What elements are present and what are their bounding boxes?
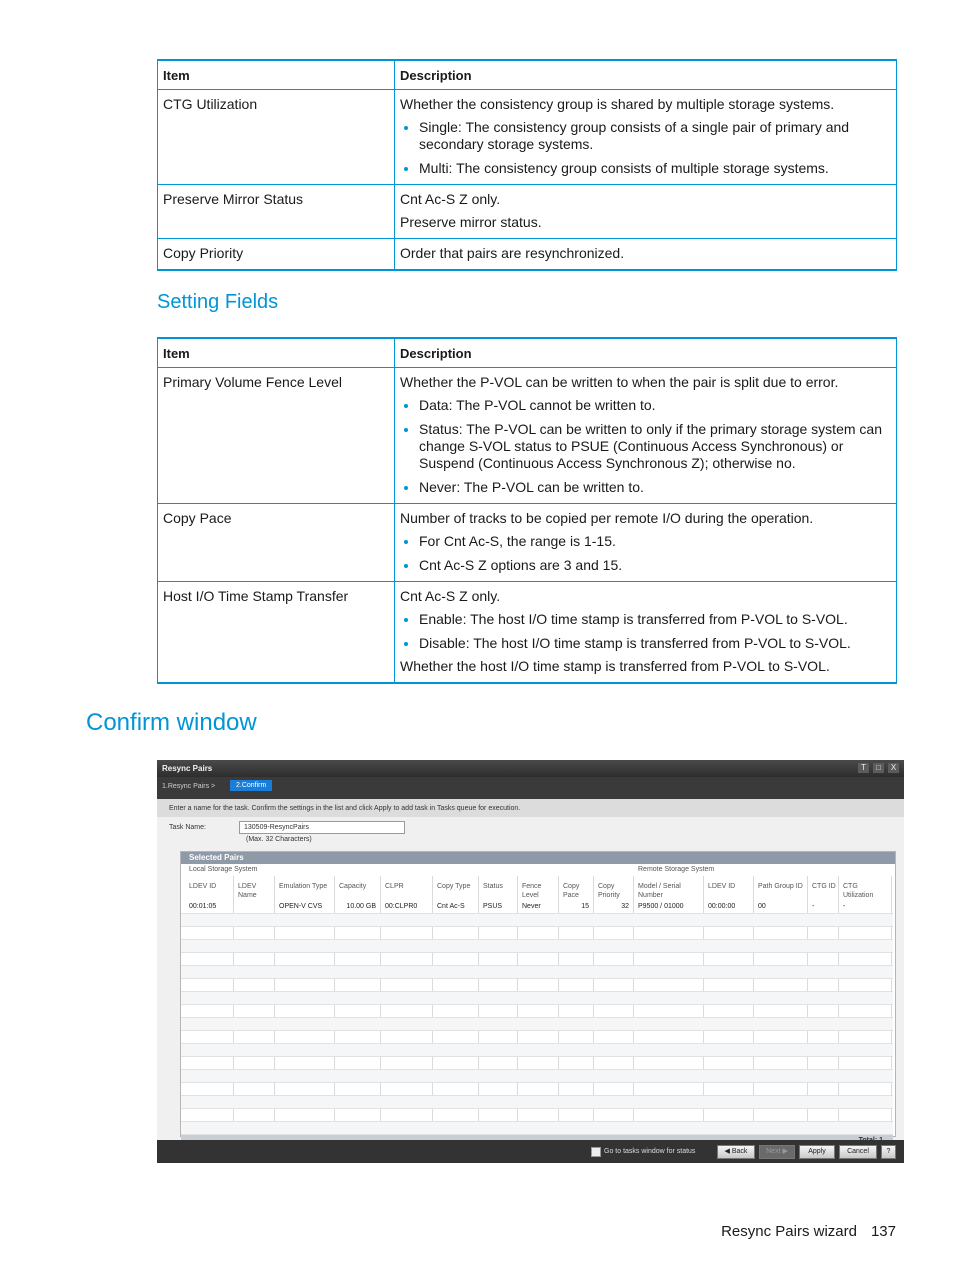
bullet-item: • Status: The P-VOL can be written to only if the primary storage system can change S-VOL status to PSUE (Continuous Access Synchronous) or Suspend (Continuous Access Synchronous Z); otherwise no. (419, 421, 891, 472)
task-name-input[interactable] (239, 821, 405, 834)
bullet-item: • Never: The P-VOL can be written to. (419, 479, 891, 496)
page-footer (721, 1223, 896, 1240)
wizard-button-bar (157, 1140, 904, 1163)
bullet-list (400, 533, 891, 574)
item-cell: Host I/O Time Stamp Transfer (158, 582, 395, 684)
pair-cell: 15 (581, 903, 589, 910)
pair-row[interactable] (181, 901, 893, 914)
cancel-button[interactable]: Cancel (839, 1145, 877, 1159)
selected-pairs-panel (180, 851, 896, 1137)
empty-row (181, 1083, 893, 1096)
empty-row (181, 1057, 893, 1070)
item-cell: Copy Pace (158, 504, 395, 582)
col-header-description: Description (395, 60, 897, 90)
footer-section-title: Resync Pairs wizard (721, 1223, 857, 1240)
instruction-text: Enter a name for the task. Confirm the settings in the list and click Apply to add task in Tasks queue for execution. (169, 805, 521, 812)
empty-row (181, 1031, 893, 1044)
bullet-list (400, 119, 891, 177)
item-cell: CTG Utilization (158, 90, 395, 185)
description-text: Number of tracks to be copied per remote I/O during the operation. (400, 510, 814, 526)
pair-cell: Never (522, 903, 541, 910)
group-header-remote: Remote Storage System (638, 866, 715, 873)
section-heading-confirm-window: Confirm window (86, 709, 257, 736)
description-cell (395, 185, 897, 239)
table-row (158, 90, 897, 185)
task-name-label: Task Name: (169, 824, 206, 831)
bullet-item: • Enable: The host I/O time stamp is transferred from P-VOL to S-VOL. (419, 611, 891, 628)
description-cell (395, 239, 897, 271)
column-header: Capacity (339, 883, 367, 890)
empty-row (181, 927, 893, 940)
empty-row (181, 1070, 893, 1083)
col-header-description: Description (395, 338, 897, 368)
next-button[interactable]: Next ▶ (759, 1145, 795, 1159)
wizard-breadcrumb (157, 777, 904, 799)
pair-cell: 00:CLPR0 (385, 903, 418, 910)
go-to-tasks-label: Go to tasks window for status (604, 1148, 696, 1155)
empty-row (181, 1018, 893, 1031)
pair-cell: 00 (758, 903, 766, 910)
description-cell (395, 90, 897, 185)
empty-row (181, 940, 893, 953)
description-text: Preserve mirror status. (400, 214, 542, 230)
column-header: LDEV ID (189, 883, 217, 890)
bullet-list (400, 397, 891, 496)
bullet-item: • Disable: The host I/O time stamp is transferred from P-VOL to S-VOL. (419, 635, 891, 652)
empty-row (181, 1096, 893, 1109)
description-text: Whether the consistency group is shared by multiple storage systems. (400, 96, 835, 112)
column-header: Fence Level (522, 883, 542, 899)
column-header: CLPR (385, 883, 404, 890)
table-row (158, 239, 897, 271)
empty-row (181, 992, 893, 1005)
table-body (158, 368, 897, 684)
pair-cell: P9500 / 01000 (638, 903, 684, 910)
column-header: Emulation Type (279, 883, 328, 890)
item-cell: Copy Priority (158, 239, 395, 271)
empty-row (181, 966, 893, 979)
pair-cell: 00:01:05 (189, 903, 217, 910)
help-icon[interactable]: ? (881, 1145, 896, 1159)
pair-cell: Cnt Ac-S (437, 903, 465, 910)
description-text: Cnt Ac-S Z only. (400, 588, 501, 604)
description-cell (395, 504, 897, 582)
bullet-item: • For Cnt Ac-S, the range is 1-15. (419, 533, 891, 550)
bullet-item: • Data: The P-VOL cannot be written to. (419, 397, 891, 414)
pin-icon[interactable]: T (858, 763, 869, 773)
group-header-local: Local Storage System (189, 866, 258, 873)
pair-cell: 10.00 GB (346, 903, 376, 910)
empty-row (181, 1122, 893, 1135)
window-title: Resync Pairs (162, 764, 213, 773)
breadcrumb-step-confirm: 2.Confirm (230, 780, 272, 791)
description-text: Cnt Ac-S Z only. (400, 191, 501, 207)
column-header: Copy Pace (563, 883, 580, 899)
pair-cell: PSUS (483, 903, 503, 910)
bullet-item: • Single: The consistency group consists of a single pair of primary and secondary storage systems. (419, 119, 891, 153)
item-cell: Primary Volume Fence Level (158, 368, 395, 504)
table-row (158, 185, 897, 239)
selected-pairs-title: Selected Pairs (181, 852, 895, 864)
instruction-bar (157, 799, 904, 817)
column-header: Path Group ID (758, 883, 803, 890)
col-header-item: Item (158, 338, 395, 368)
column-header: LDEV Name (238, 883, 257, 899)
empty-row (181, 953, 893, 966)
table-row (158, 582, 897, 684)
close-icon[interactable]: X (888, 763, 899, 773)
pair-cell: 32 (621, 903, 629, 910)
item-cell: Preserve Mirror Status (158, 185, 395, 239)
empty-row (181, 1109, 893, 1122)
pair-cell: OPEN-V CVS (279, 903, 323, 910)
apply-button[interactable]: Apply (799, 1145, 835, 1159)
maximize-icon[interactable]: □ (873, 763, 884, 773)
items-table-1 (157, 59, 897, 271)
bullet-list (400, 611, 891, 652)
empty-row (181, 914, 893, 927)
empty-row (181, 1005, 893, 1018)
column-header: LDEV ID (708, 883, 736, 890)
page-number: 137 (870, 1223, 896, 1240)
description-text: Order that pairs are resynchronized. (400, 245, 625, 261)
bullet-item: • Multi: The consistency group consists of multiple storage systems. (419, 160, 891, 177)
section-heading-setting-fields: Setting Fields (157, 291, 279, 313)
confirm-window-screenshot (157, 760, 904, 1163)
column-header: Copy Priority (598, 883, 620, 899)
back-button[interactable]: ◀ Back (717, 1145, 755, 1159)
go-to-tasks-checkbox[interactable] (591, 1147, 601, 1157)
task-name-note: (Max. 32 Characters) (246, 836, 312, 843)
column-header: CTG Utilization (843, 883, 874, 899)
empty-row (181, 1044, 893, 1057)
pair-cell: - (843, 903, 846, 910)
window-titlebar (157, 760, 904, 777)
breadcrumb-step-resync-pairs[interactable]: 1.Resync Pairs > (162, 783, 216, 790)
description-text: Whether the host I/O time stamp is transferred from P-VOL to S-VOL. (400, 658, 830, 674)
table-row (158, 504, 897, 582)
empty-row (181, 979, 893, 992)
items-table-2 (157, 337, 897, 684)
column-header: Status (483, 883, 503, 890)
description-text: Whether the P-VOL can be written to when the pair is split due to error. (400, 374, 839, 390)
column-header: Model / Serial Number (638, 883, 681, 899)
column-header: CTG ID (812, 883, 836, 890)
pair-cell: - (812, 903, 815, 910)
description-cell (395, 368, 897, 504)
pair-cell: 00:00:00 (708, 903, 736, 910)
table-body (158, 90, 897, 271)
description-cell (395, 582, 897, 684)
column-header: Copy Type (437, 883, 471, 890)
table-row (158, 368, 897, 504)
bullet-item: • Cnt Ac-S Z options are 3 and 15. (419, 557, 891, 574)
col-header-item: Item (158, 60, 395, 90)
